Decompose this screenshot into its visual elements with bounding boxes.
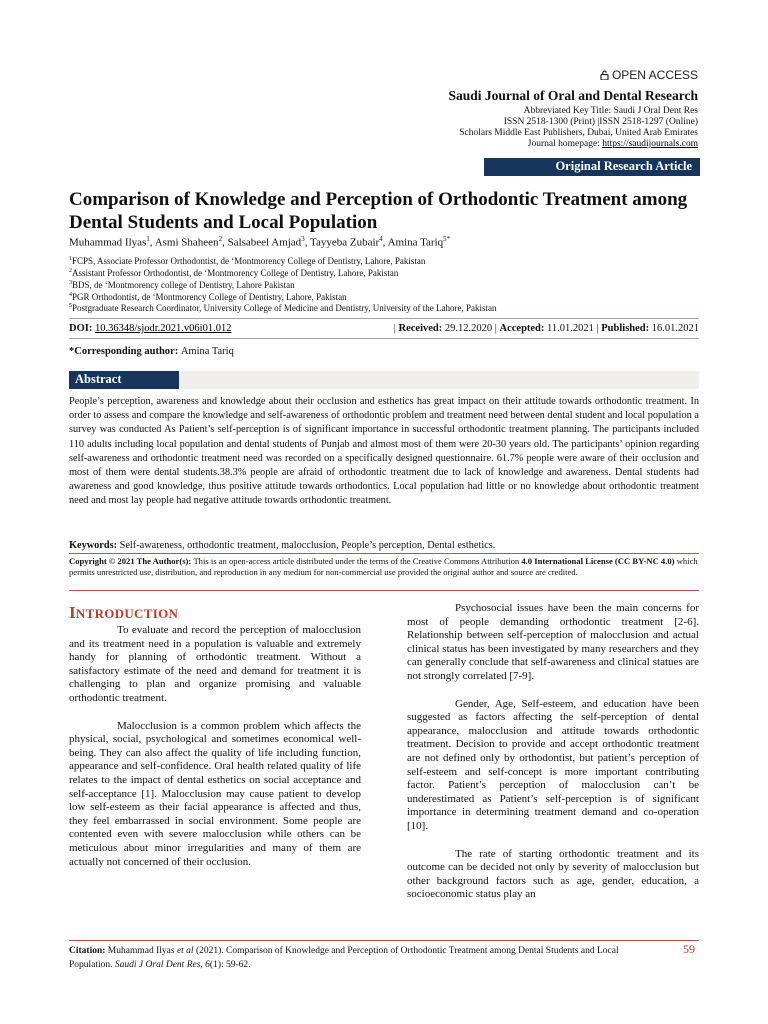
divider [69,338,699,339]
journal-abbrev: Abbreviated Key Title: Saudi J Oral Dent Res [523,106,698,116]
left-column [69,624,361,869]
published-date: 16.01.2021 [651,323,699,334]
keywords: Keywords: Self-awareness, orthodontic treatment, malocclusion, People’s perception, Dental esthetics. [69,540,496,551]
affiliation: $^5$Postgraduate Research Coordinator, University College of Medicine and Dentistry, University of the Lahore, Pakistan [69,303,497,313]
article-title: Comparison of Knowledge and Perception of Orthodontic Treatment among Dental Students and Local Population [69,189,688,233]
right-column [407,602,699,902]
author: Amina Tariq [387,236,444,249]
author-list: Muhammad Ilyas$^1$, Asmi Shaheen$^2$, Salsabeel Amjad$^3$, Tayyeba Zubair$^4$, Amina Tariq$^{5*}$ [69,235,451,249]
divider [69,553,699,554]
divider [69,318,699,319]
body-paragraph: The rate of starting orthodontic treatment and its outcome can be decided not only by severity of malocclusion but other background factors such as age, gender, education, a socioeconomic status play an [407,847,699,901]
abstract-text: People’s perception, awareness and knowledge about their occlusion and esthetics has great impact on their attitude towards orthodontic treatment. In order to assess and compare the knowledge and self-awareness of orthodontic problem and treatment need between dental student and local population a survey was conducted As Patient’s self-perception is of significant importance in successful orthodontic treatment planning. The participants included 110 adults including local population and dental students of Punjab and almost most of them were 20-30 years old. The participants’ opinion regarding self-awareness and orthodontic treatment need was recorded on a specifically designed questionnaire. 61.7% people were aware of their occlusion and most of them were dental students.38.3% people are afraid of orthodontic treatment due to lack of knowledge and awareness. Dental students had awareness and good knowledge, thus positive attitude towards orthodontics. Local population had little or no knowledge about orthodontic treatment need and most lay people had negative attitude towards orthodontic treatment. [69,396,699,507]
journal-issn: ISSN 2518-1300 (Print) |ISSN 2518-1297 (Online) [503,117,698,127]
introduction-heading: INTRODUCTION [69,603,179,622]
journal-homepage: Journal homepage: https://saudijournals.com [527,139,698,149]
affiliation: $^3$BDS, de ‘Montmorency college of Dentistry, Lahore Pakistan [69,280,295,290]
author: Muhammad Ilyas [69,236,147,249]
body-paragraph: To evaluate and record the perception of malocclusion and its treatment need in a population is valuable and extremely handy for planning of orthodontic treatment. Without a satisfactory estimate of the need and demand for treatment it is challenging to plan and organize promising and valuable orthodontic treatment. [69,624,361,704]
open-access-label: OPEN ACCESS [600,68,698,82]
affiliation: $^2$Assistant Professor Orthodontist, de ‘Montmorency College of Dentistry, Lahore, Pakistan [69,268,399,278]
open-lock-icon [600,70,609,80]
affiliation: $^1$FCPS, Associate Professor Orthodontist, de ‘Montmorency College of Dentistry, Lahore, Pakistan [69,256,426,266]
body-paragraph: Gender, Age, Self-esteem, and education have been suggested as factors affecting the self-perception of dental appearance, malocclusion and attitude towards orthodontic treatment. Decision to provide and accept orthodontic treatment are not defined only by orthodontist, but patient’s perception of self-esteem and self-concept is more important contributing factor. Patient’s perception of malocclusion can’t be underestimated as Patient’s self-perception is of significant importance in determining treatment demand and co-operation [10]. [407,697,699,832]
citation: Citation: Muhammad Ilyas et al (2021). Comparison of Knowledge and Perception of Orthodontic Treatment among Dental Students and Local Population. Saudi J Oral Dent Res, 6(1): 59-62. [69,946,619,970]
author: Tayyeba Zubair [310,236,380,249]
article-type-banner: Original Research Article [484,158,700,176]
abstract-heading: Abstract [69,371,179,389]
doi-dates-line: DOI: 10.36348/sjodr.2021.v06i01.012 | Received: 29.12.2020 | Accepted: 11.01.2021 | Published: 16.01.2021 [69,323,699,334]
homepage-link[interactable]: https://saudijournals.com [602,139,698,149]
body-paragraph: Psychosocial issues have been the main concerns for most of people demanding orthodontic treatment [2-6]. Relationship between self-perception of malocclusion and actual clinical status has been investigated by many researchers and they can generally conclude that self-awareness and clinical statues are not strongly correlated [7-9]. [407,602,699,682]
footer-divider [69,940,699,941]
publisher-line: Scholars Middle East Publishers, Dubai, United Arab Emirates [459,128,698,138]
doi-link[interactable]: 10.36348/sjodr.2021.v06i01.012 [94,323,232,334]
body-paragraph: Malocclusion is a common problem which affects the physical, social, psychological and sometimes economical well-being. They can also affect the quality of life including function, appearance and self-confidence. Oral health related quality of life relates to the impact of dental esthetics on social acceptance and self-acceptance [1]. Malocclusion may cause patient to develop low self-esteem as their facial appearance is affected and thus, they feel embarrassed in social environment. Some people are contented even with severe malocclusion while others can be meticulous about minor irregularities and many of them are actually not concerned of their occlusion. [69,719,361,868]
page-number: 59 [683,942,695,956]
accepted-date: 11.01.2021 [547,323,594,334]
corresponding-author: *Corresponding author: Amina Tariq [69,346,234,357]
divider [69,590,699,591]
journal-name: Saudi Journal of Oral and Dental Research [448,88,698,103]
author: Asmi Shaheen [154,236,219,249]
affiliation: $^4$PGR Orthodontist, de ‘Montmorency College of Dentistry, Lahore, Pakistan [69,292,347,302]
author: Salsabeel Amjad [227,236,302,249]
received-date: 29.12.2020 [444,323,493,334]
copyright-notice: Copyright © 2021 The Author(s): This is an open-access article distributed under the terms of the Creative Commons Attribution 4.0 International License (CC BY-NC 4.0) which permits unrestricted use, distribution, and reproduction in any medium for non-commercial use provided the original author and source are credited. [69,556,698,577]
